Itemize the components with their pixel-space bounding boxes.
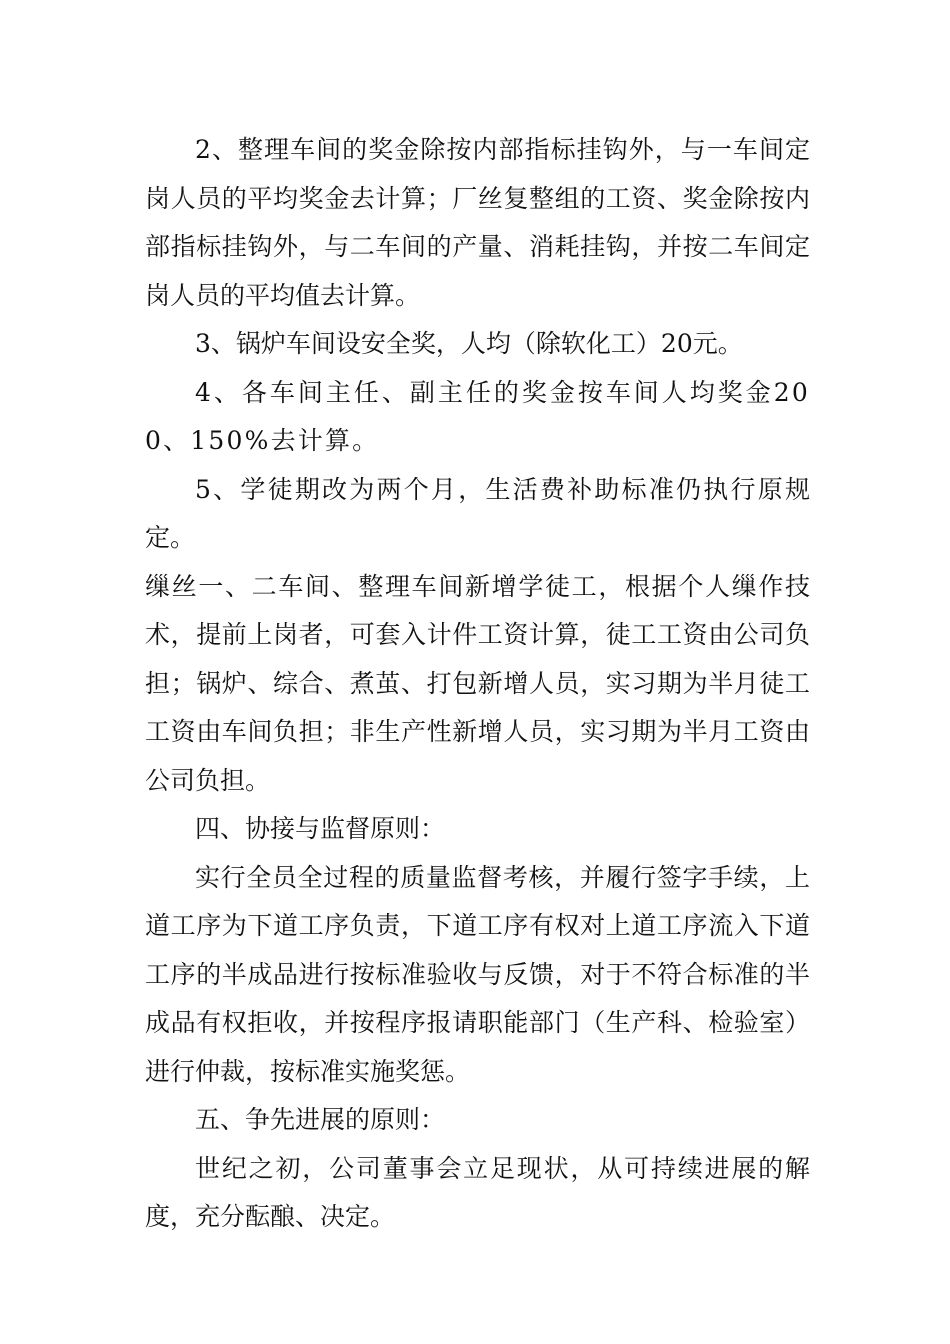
paragraph-boiler-safety-bonus: 3、锅炉车间设安全奖，人均（除软化工）20元。 — [195, 329, 743, 358]
paragraph-new-apprentices: 缫丝一、二车间、整理车间新增学徒工，根据个人缫作技术，提前上岗者，可套入计件工资计算，徒工工资由公司负担；锅炉、综合、煮茧、打包新增人员，实习期为半月徒工工资由车间负担；非生产性新增人员，实习期为半月工资由公司负担。 — [145, 571, 810, 795]
paragraph-apprentice-period: 5、学徒期改为两个月，生活费补助标准仍执行原规定。 — [145, 474, 810, 552]
document-body — [145, 126, 810, 1242]
paragraph-board-decision: 世纪之初，公司董事会立足现状，从可持续进展的解度，充分酝酿、决定。 — [145, 1153, 810, 1231]
section-heading-development: 五、争先进展的原则： — [195, 1105, 446, 1134]
paragraph-workshop-bonus: 2、整理车间的奖金除按内部指标挂钩外，与一车间定岗人员的平均奖金去计算；厂丝复整组的工资、奖金除按内部指标挂钩外，与二车间的产量、消耗挂钩，并按二车间定岗人员的平均值去计算。 — [145, 135, 810, 310]
section-heading-supervision: 四、协接与监督原则： — [195, 814, 446, 843]
paragraph-director-bonus: 4、各车间主任、副主任的奖金按车间人均奖金200、150%去计算。 — [145, 377, 810, 455]
paragraph-quality-supervision: 实行全员全过程的质量监督考核，并履行签字手续，上道工序为下道工序负责，下道工序有权对上道工序流入下道工序的半成品进行按标准验收与反馈，对于不符合标准的半成品有权拒收，并按程序报请职能部门（生产科、检验室）进行仲裁，按标准实施奖惩。 — [145, 862, 810, 1086]
